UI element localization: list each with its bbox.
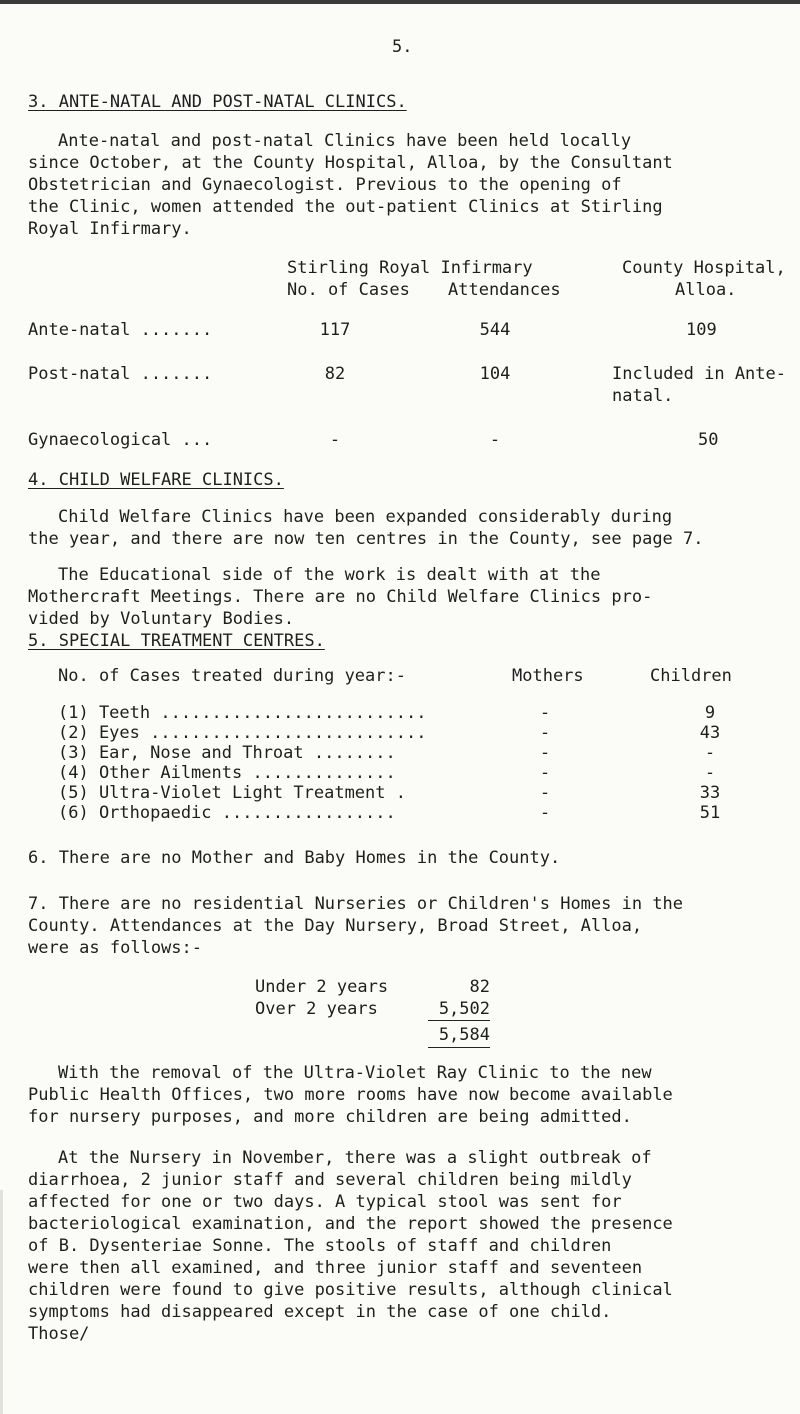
table-header-cases: No. of Cases: [287, 280, 410, 300]
text-line: Obstetrician and Gynaecologist. Previous to the opening of: [28, 175, 622, 195]
sum-rule-bottom: [428, 1047, 490, 1048]
row-label: (1) Teeth ..........................: [58, 703, 427, 723]
text-line: symptoms had disappeared except in the case of one child.: [28, 1302, 612, 1322]
row-children: 51: [699, 803, 721, 823]
text-line: Royal Infirmary.: [28, 219, 192, 239]
text-line: 7. There are no residential Nurseries or Children's Homes in the: [28, 894, 684, 914]
text-line: Ante-natal and post-natal Clinics have been held locally: [58, 131, 632, 151]
section-6-text: 6. There are no Mother and Baby Homes in the County.: [28, 848, 561, 868]
page-number: 5.: [392, 37, 413, 57]
text-line: the Clinic, women attended the out-patient Clinics at Stirling: [28, 197, 663, 217]
row-label: (6) Orthopaedic .................: [58, 803, 396, 823]
row-label: (5) Ultra-Violet Light Treatment .: [58, 783, 406, 803]
text-line: With the removal of the Ultra-Violet Ray Clinic to the new: [58, 1063, 652, 1083]
text-line: Public Health Offices, two more rooms have now become available: [28, 1085, 673, 1105]
section-3-heading: 3. ANTE-NATAL AND POST-NATAL CLINICS.: [28, 92, 407, 112]
text-line: vided by Voluntary Bodies.: [28, 609, 295, 629]
over-2-value: 5,502: [438, 999, 490, 1019]
text-line: children were found to give positive results, although clinical: [28, 1280, 673, 1300]
table-header-county: County Hospital,: [622, 258, 786, 278]
row-mothers: -: [539, 783, 551, 803]
row-attendances: 544: [479, 320, 511, 340]
text-line: Child Welfare Clinics have been expanded considerably during: [58, 507, 673, 527]
row-children: -: [704, 743, 716, 763]
row-label: (2) Eyes ...........................: [58, 723, 427, 743]
section-5-heading: 5. SPECIAL TREATMENT CENTRES.: [28, 631, 325, 651]
table-group-header: Stirling Royal Infirmary: [287, 258, 533, 278]
row-children: 9: [704, 703, 716, 723]
table-header-county-2: Alloa.: [675, 280, 737, 300]
row-children: -: [704, 763, 716, 783]
row-county: 50: [698, 430, 719, 450]
row-county-2: natal.: [612, 386, 674, 406]
row-mothers: -: [539, 803, 551, 823]
under-2-label: Under 2 years: [255, 977, 389, 997]
row-cases: 117: [319, 320, 351, 340]
row-county: 109: [686, 320, 717, 340]
text-line: County. Attendances at the Day Nursery, Broad Street, Alloa,: [28, 916, 643, 936]
row-mothers: -: [539, 763, 551, 783]
sum-rule-top: [428, 1020, 490, 1021]
row-attendances: 104: [479, 364, 511, 384]
row-label: Gynaecological ...: [28, 430, 213, 450]
row-mothers: -: [539, 703, 551, 723]
row-children: 33: [699, 783, 721, 803]
text-line: At the Nursery in November, there was a slight outbreak of: [58, 1148, 652, 1168]
section-5-intro: No. of Cases treated during year:-: [58, 666, 406, 686]
text-line: of B. Dysenteriae Sonne. The stools of staff and children: [28, 1236, 612, 1256]
text-line: were as follows:-: [28, 938, 202, 958]
attendance-total: 5,584: [438, 1025, 490, 1045]
text-line: since October, at the County Hospital, Alloa, by the Consultant: [28, 153, 673, 173]
text-line: Mothercraft Meetings. There are no Child Welfare Clinics pro-: [28, 587, 653, 607]
table-header-attendances: Attendances: [448, 280, 561, 300]
header-children: Children: [650, 666, 732, 686]
under-2-value: 82: [469, 977, 490, 997]
text-line: the year, and there are now ten centres in the County, see page 7.: [28, 529, 704, 549]
text-line: were then all examined, and three junior staff and seventeen: [28, 1258, 643, 1278]
row-label: Post-natal .......: [28, 364, 213, 384]
text-line: for nursery purposes, and more children are being admitted.: [28, 1107, 632, 1127]
row-cases: 82: [324, 364, 346, 384]
row-attendances: -: [489, 430, 501, 450]
row-mothers: -: [539, 723, 551, 743]
row-label: (3) Ear, Nose and Throat ........: [58, 743, 396, 763]
text-line: The Educational side of the work is dealt with at the: [58, 565, 601, 585]
scan-edge-line: [0, 0, 800, 4]
row-cases: -: [329, 430, 341, 450]
header-mothers: Mothers: [512, 666, 584, 686]
text-line: bacteriological examination, and the report showed the presence: [28, 1214, 673, 1234]
section-4-heading: 4. CHILD WELFARE CLINICS.: [28, 470, 284, 490]
row-label: (4) Other Ailments ..............: [58, 763, 396, 783]
row-children: 43: [699, 723, 721, 743]
text-line: affected for one or two days. A typical stool was sent for: [28, 1192, 622, 1212]
row-mothers: -: [539, 743, 551, 763]
row-label: Ante-natal .......: [28, 320, 213, 340]
text-line: diarrhoea, 2 junior staff and several children being mildly: [28, 1170, 632, 1190]
over-2-label: Over 2 years: [255, 999, 378, 1019]
scan-edge-shadow: [0, 1190, 3, 1414]
text-line: Those/: [28, 1324, 90, 1344]
row-county: Included in Ante-: [612, 364, 786, 384]
